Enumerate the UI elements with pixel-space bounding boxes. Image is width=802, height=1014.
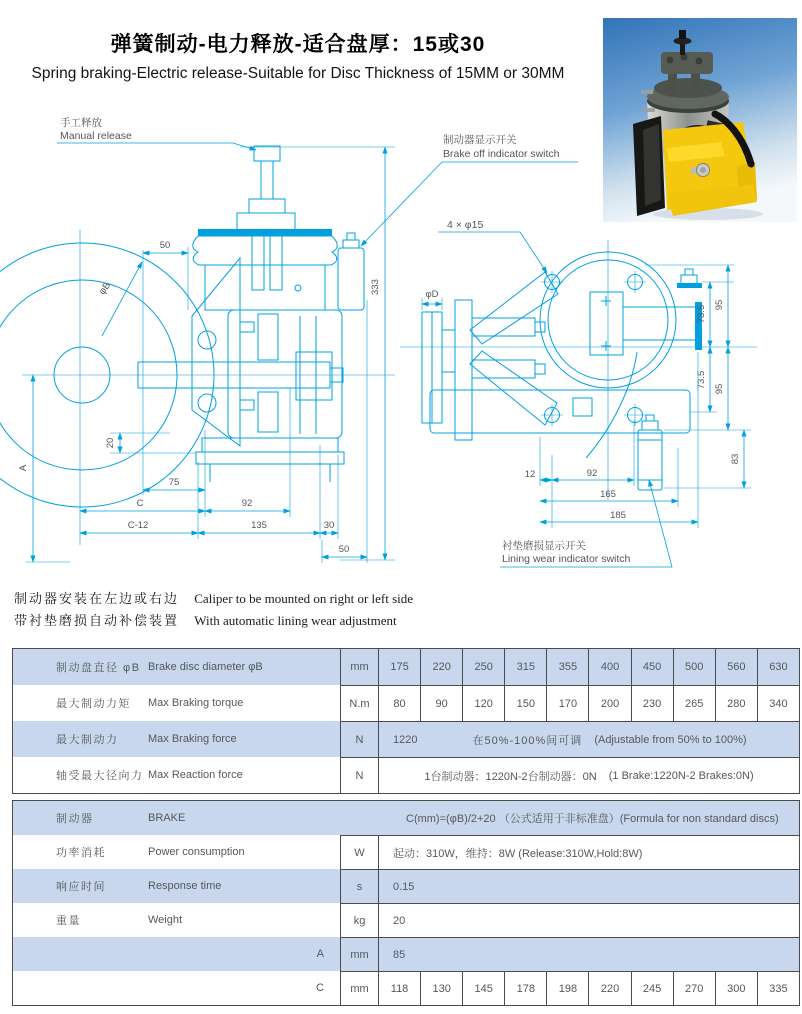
- value-cell: 250: [462, 649, 504, 685]
- row-label: C: [316, 982, 324, 994]
- value-cell: 560: [715, 649, 757, 685]
- dim-95-top: 95: [714, 299, 725, 311]
- table-row: [13, 937, 799, 971]
- side-view: [0, 116, 578, 563]
- label-en: Max Reaction force: [148, 769, 243, 781]
- value-text-zh: 1台制动器：1220N-2台制动器：0N: [424, 770, 597, 783]
- unit-cell: mm: [340, 649, 379, 685]
- value-cell: 335: [757, 972, 799, 1005]
- note1-zh: 制动器安装在左边或右边: [14, 591, 180, 606]
- page-title-zh: 弹簧制动-电力释放-适合盘厚：15或30: [110, 33, 486, 56]
- row-label: [13, 721, 340, 757]
- value-cell: 90: [420, 686, 462, 721]
- value-span: [379, 758, 799, 793]
- unit-cell: kg: [340, 903, 379, 937]
- row-label: [13, 649, 340, 685]
- value-cell: 178: [504, 972, 546, 1005]
- value-cell: 200: [588, 686, 630, 721]
- table-row: [13, 869, 799, 903]
- lining-wear-label-zh: 衬垫磨损显示开关: [502, 540, 586, 552]
- value-cell: 300: [715, 972, 757, 1005]
- bolt-holes-label: 4 × φ15: [447, 219, 484, 231]
- formula-cell: C(mm)=(φB)/2+20 （公式适用于非标准盘）(Formula for non standard discs): [406, 813, 779, 825]
- value-cell: 355: [546, 649, 588, 685]
- unit-cell: s: [340, 869, 379, 903]
- value-note-zh: 在50%-100%间可调: [472, 734, 583, 747]
- value-cells: [379, 937, 799, 971]
- value-text-en: (1 Brake:1220N-2 Brakes:0N): [608, 769, 754, 782]
- dim-phi-b: φB: [96, 280, 114, 297]
- label-en: Weight: [148, 914, 183, 926]
- value-cell: 400: [588, 649, 630, 685]
- brake-off-switch-part: [338, 233, 364, 310]
- note1-en: Caliper to be mounted on right or left side: [194, 591, 414, 606]
- value-cell: 170: [546, 686, 588, 721]
- row-label: [13, 685, 340, 721]
- value-cells: [379, 685, 799, 721]
- value-note-en: (Adjustable from 50% to 100%): [594, 733, 747, 746]
- value-cell: 340: [757, 686, 799, 721]
- dim-50-bottom: 50: [338, 544, 350, 555]
- note2-zh: 带衬垫磨损自动补偿装置: [14, 613, 180, 628]
- label-zh: 最大制动力: [56, 734, 119, 746]
- value-cells: [379, 757, 799, 793]
- unit-cell: N: [340, 757, 379, 793]
- dim-a: A: [18, 464, 29, 472]
- value-cell: 270: [673, 972, 715, 1005]
- value-span: [379, 722, 799, 757]
- value-cell: 220: [588, 972, 630, 1005]
- label-en: Max Braking force: [148, 733, 237, 745]
- dim-phi-d: φD: [425, 289, 439, 300]
- value-cell: 500: [673, 649, 715, 685]
- header: [8, 28, 588, 83]
- label-en: Power consumption: [148, 846, 245, 858]
- row-label: [13, 903, 340, 937]
- value-cell: 220: [420, 649, 462, 685]
- value-cells: [379, 721, 799, 757]
- value-cell: 130: [420, 972, 462, 1005]
- value-span: 起动：310W，维持：8W (Release:310W,Hold:8W): [393, 847, 643, 860]
- table-row: [13, 649, 799, 685]
- note-line-1: [14, 588, 413, 610]
- value-cell: 265: [673, 686, 715, 721]
- table-row: [13, 721, 799, 757]
- value-cell: 175: [390, 661, 409, 673]
- value-cell: 198: [546, 972, 588, 1005]
- label-zh: 重量: [56, 915, 81, 927]
- value-cell: 80: [393, 697, 406, 710]
- value-cells: [379, 835, 799, 869]
- value-cell: 315: [504, 649, 546, 685]
- note-line-2: [14, 610, 413, 632]
- value-cell: 630: [757, 649, 799, 685]
- value-cell: 245: [631, 972, 673, 1005]
- dim-c: C: [136, 498, 144, 509]
- label-zh: 制动盘直径 φB: [56, 662, 141, 674]
- dim-30: 30: [323, 520, 335, 531]
- value-span: 85: [393, 948, 406, 961]
- front-view: [400, 219, 757, 567]
- dim-735-bottom: 73.5: [696, 370, 707, 390]
- row-label: [13, 835, 340, 869]
- value-cell: 450: [631, 649, 673, 685]
- value-span: 0.15: [393, 880, 415, 893]
- label-zh: 制动器: [56, 813, 94, 825]
- unit-cell: W: [340, 835, 379, 869]
- value-span: 20: [393, 914, 406, 927]
- dim-50-top: 50: [159, 240, 171, 251]
- brake-off-switch-label-zh: 制动器显示开关: [443, 134, 517, 146]
- row-label: [13, 757, 340, 793]
- dim-12: 12: [524, 469, 536, 480]
- dim-83: 83: [730, 453, 741, 465]
- label-en: BRAKE: [148, 812, 186, 824]
- manual-release-label-zh: 手工释放: [60, 117, 102, 129]
- value-cells: [379, 971, 799, 1005]
- engineering-drawings: [0, 110, 802, 580]
- unit-cell: N.m: [340, 685, 379, 721]
- spec-table-sizes: [12, 648, 800, 794]
- value-cells: [379, 903, 799, 937]
- value-cell: 230: [631, 686, 673, 721]
- unit-cell: mm: [340, 971, 379, 1005]
- dim-135: 135: [251, 520, 267, 531]
- dim-92-right: 92: [586, 468, 598, 479]
- page-title-en: Spring braking-Electric release-Suitable for Disc Thickness of 15MM or 30MM: [31, 65, 565, 82]
- spec-table-brake: [12, 800, 800, 1006]
- table-row: [13, 757, 799, 793]
- value-cells: [379, 869, 799, 903]
- dim-92: 92: [241, 498, 253, 509]
- table-row: [13, 903, 799, 937]
- dim-333: 333: [370, 279, 381, 295]
- brake-off-switch-label-en: Brake off indicator switch: [443, 148, 560, 160]
- label-zh: 最大制动力矩: [56, 698, 131, 710]
- value-cell: 118: [390, 982, 409, 995]
- label-en: Max Braking torque: [148, 697, 244, 709]
- dim-185: 185: [610, 510, 626, 521]
- lining-wear-switch-part: [638, 415, 662, 490]
- table-row: [13, 685, 799, 721]
- dim-75: 75: [168, 477, 180, 488]
- value-cell: 120: [462, 686, 504, 721]
- label-zh: 功率消耗: [56, 847, 106, 859]
- value-text: 1220: [393, 733, 418, 746]
- unit-cell: N: [340, 721, 379, 757]
- manual-release-label-en: Manual release: [60, 130, 132, 142]
- dim-735-top: 73.5: [696, 304, 707, 324]
- mounting-notes: [14, 588, 413, 632]
- dim-20: 20: [105, 437, 116, 449]
- row-label: [13, 801, 340, 835]
- note2-en: With automatic lining wear adjustment: [194, 613, 397, 628]
- value-cell: 150: [504, 686, 546, 721]
- row-label: [13, 869, 340, 903]
- manual-release-part: [237, 146, 295, 290]
- dim-165: 165: [600, 489, 616, 500]
- label-zh: 响应时间: [56, 881, 106, 893]
- table-row: [13, 801, 799, 835]
- dim-95-bottom: 95: [714, 383, 725, 395]
- value-cell: 145: [462, 972, 504, 1005]
- value-cells: [379, 649, 799, 685]
- label-en: Brake disc diameter φB: [148, 661, 263, 673]
- table-row: [13, 971, 799, 1005]
- value-cell: 280: [715, 686, 757, 721]
- label-zh: 轴受最大径向力: [56, 770, 144, 782]
- dim-c12: C-12: [127, 520, 149, 531]
- lining-wear-label-en: Lining wear indicator switch: [502, 553, 631, 565]
- row-label: A: [316, 948, 324, 960]
- label-en: Response time: [148, 880, 222, 892]
- table-row: [13, 835, 799, 869]
- unit-cell: mm: [340, 937, 379, 971]
